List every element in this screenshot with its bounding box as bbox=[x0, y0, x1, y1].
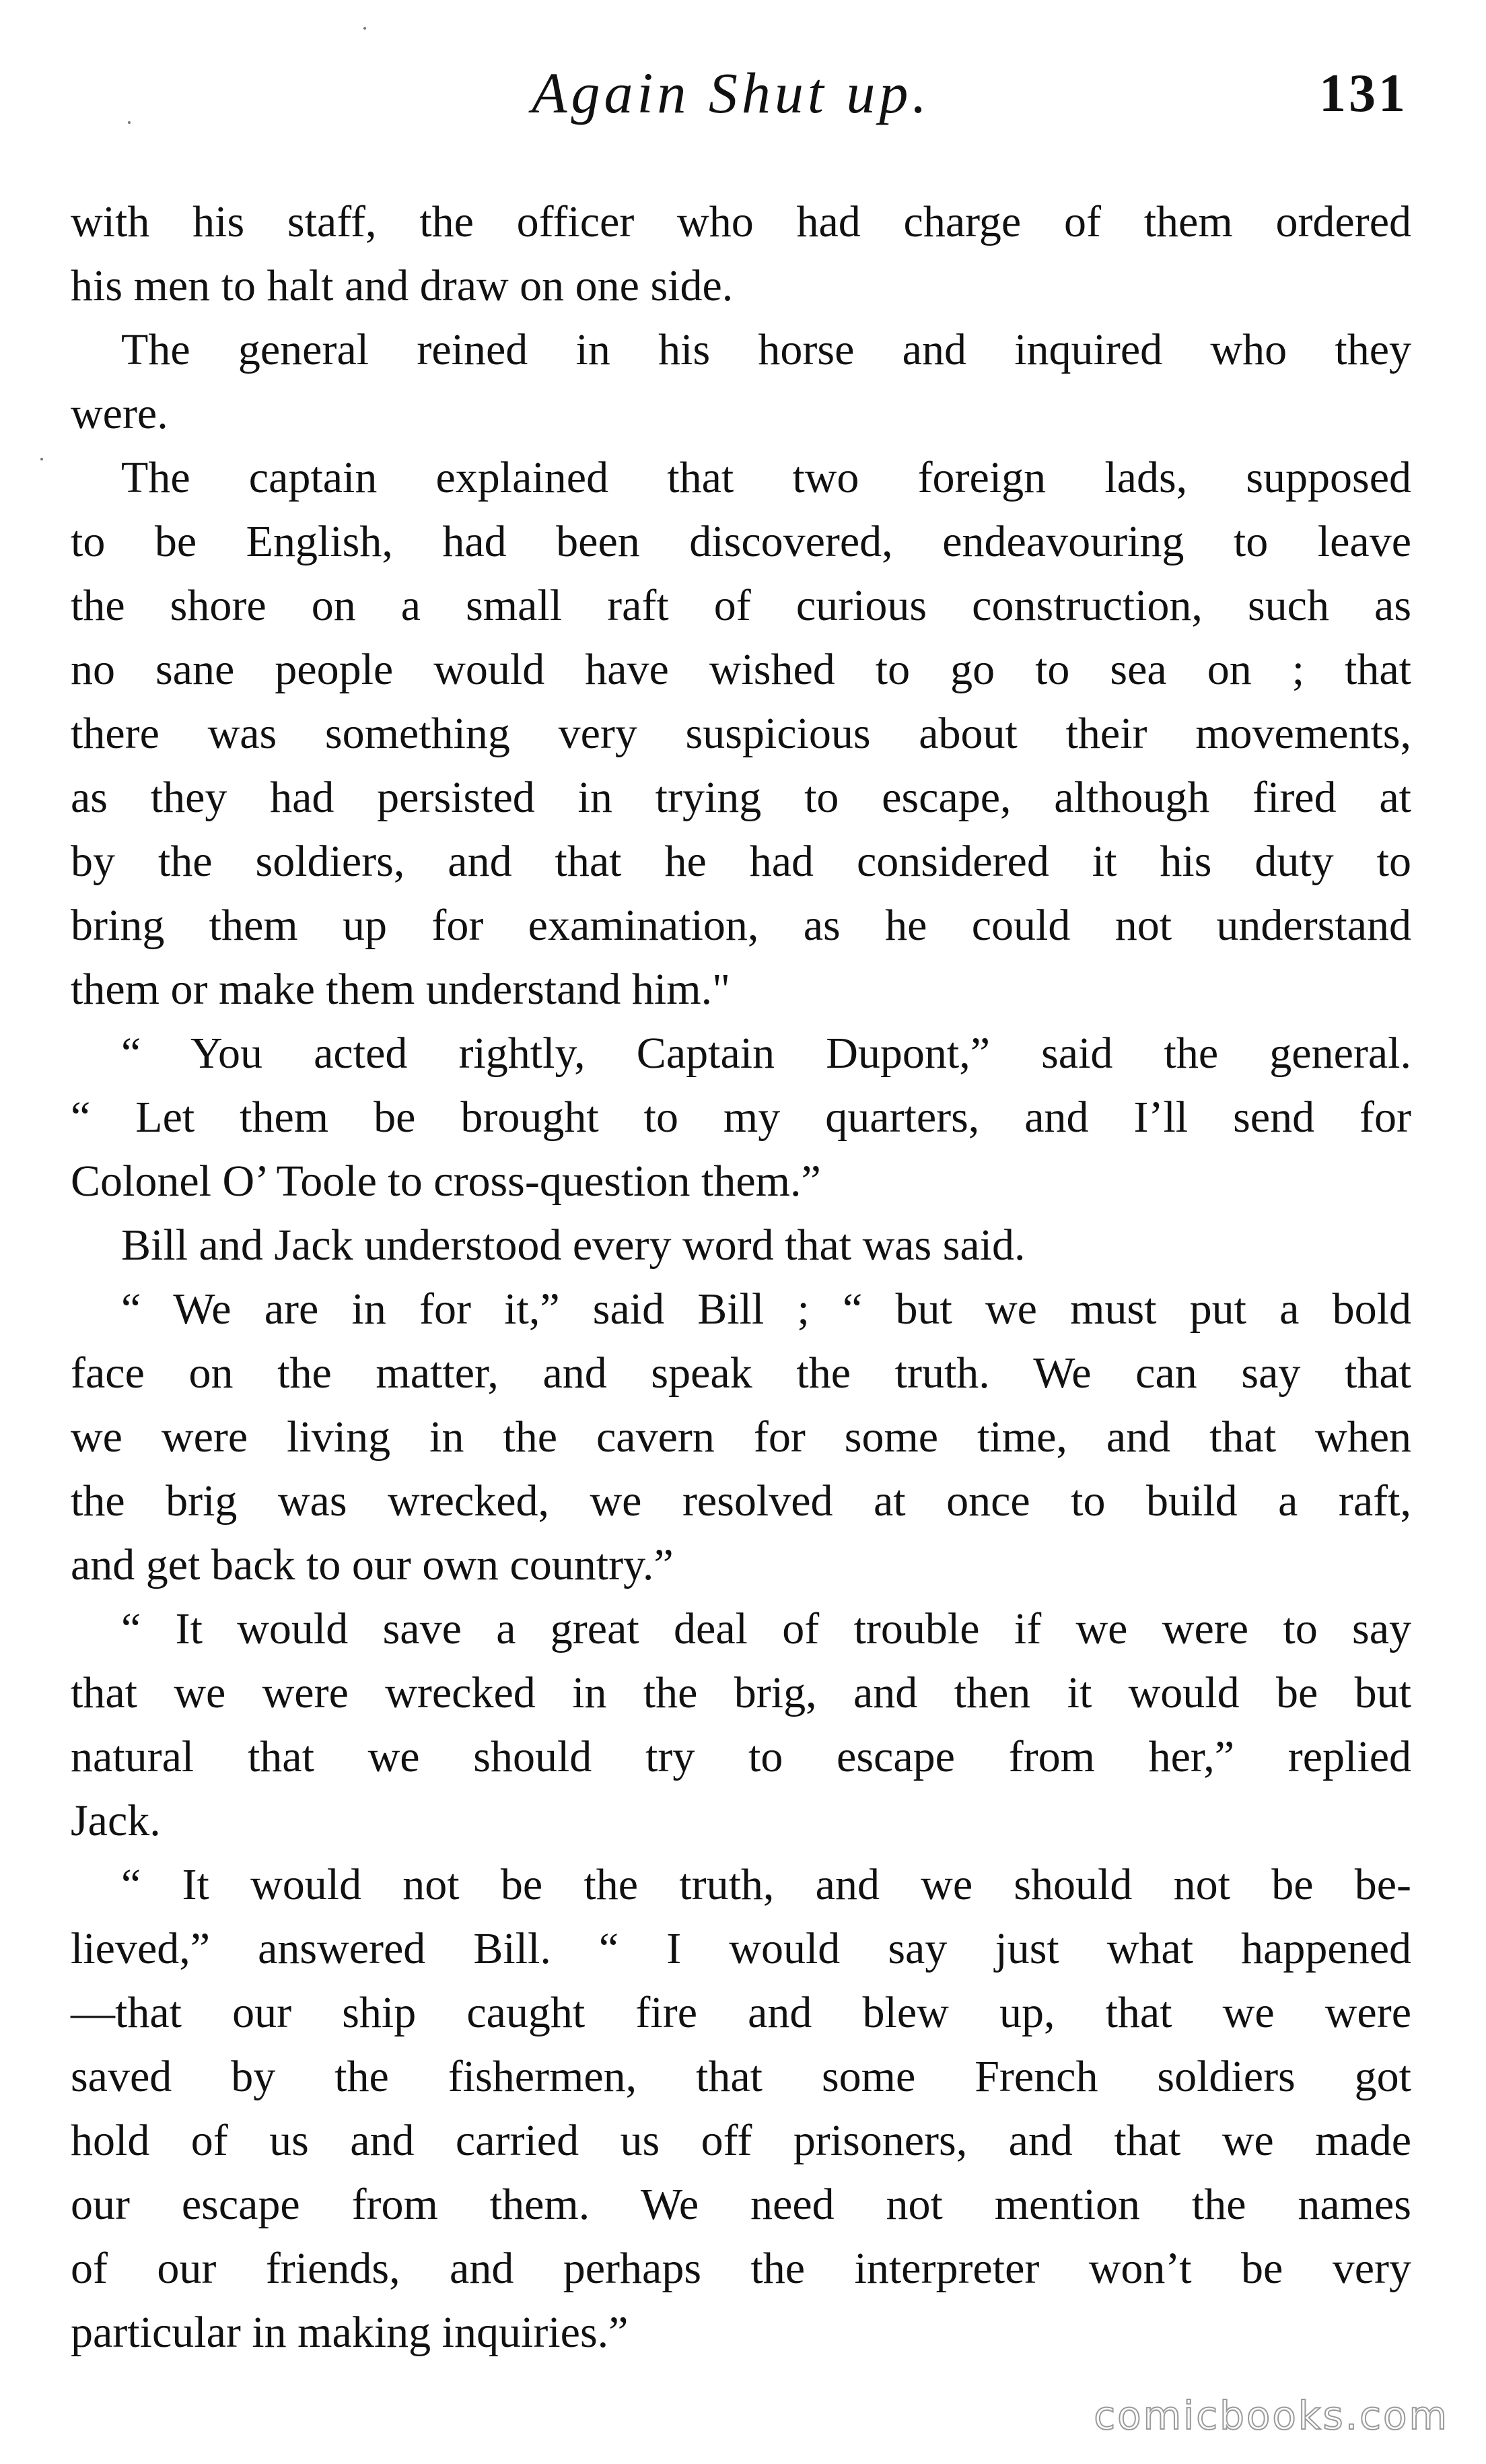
text-line: with his staff, the officer who had charge of them ordered bbox=[71, 197, 1411, 246]
text-line: lieved,” answered Bill. “ I would say just what happened bbox=[71, 1924, 1411, 1973]
text-line: natural that we should try to escape from her,” replied bbox=[71, 1732, 1411, 1781]
running-title: Again Shut up. bbox=[532, 61, 931, 125]
text-line: “ It would save a great deal of trouble if we were to say bbox=[121, 1604, 1411, 1653]
text-line: were. bbox=[71, 389, 168, 438]
text-line: them or make them understand him." bbox=[71, 965, 731, 1014]
text-line: the brig was wrecked, we resolved at once to build a raft, bbox=[71, 1476, 1411, 1526]
text-line: no sane people would have wished to go to sea on ; that bbox=[71, 645, 1411, 694]
text-line: bring them up for examination, as he could not understand bbox=[71, 901, 1411, 950]
text-line: his men to halt and draw on one side. bbox=[71, 261, 734, 310]
text-line: of our friends, and perhaps the interpreter won’t be very bbox=[71, 2244, 1411, 2293]
text-line: as they had persisted in trying to escape, although fired at bbox=[71, 773, 1411, 822]
paper-speck bbox=[40, 458, 43, 460]
text-line: by the soldiers, and that he had considered it his duty to bbox=[71, 837, 1411, 886]
text-line: hold of us and carried us off prisoners, and that we made bbox=[71, 2116, 1411, 2165]
paper-speck bbox=[128, 121, 131, 124]
text-line: Bill and Jack understood every word that was said. bbox=[121, 1221, 1026, 1270]
text-line: Colonel O’ Toole to cross-question them.” bbox=[71, 1157, 821, 1206]
text-line: we were living in the cavern for some time, and that when bbox=[71, 1412, 1411, 1462]
body-text bbox=[71, 190, 1411, 2364]
text-line: to be English, had been discovered, endeavouring to leave bbox=[71, 517, 1411, 566]
text-line: and get back to our own country.” bbox=[71, 1540, 674, 1589]
text-line: our escape from them. We need not mention the names bbox=[71, 2180, 1411, 2229]
running-head bbox=[0, 59, 1486, 140]
text-line: —that our ship caught fire and blew up, that we were bbox=[71, 1988, 1411, 2037]
paper-speck bbox=[363, 27, 366, 30]
watermark-logo: comicbooks.com bbox=[1094, 2393, 1449, 2438]
text-line: particular in making inquiries.” bbox=[71, 2308, 629, 2357]
text-line: “ We are in for it,” said Bill ; “ but we must put a bold bbox=[121, 1285, 1411, 1334]
text-line: the shore on a small raft of curious construction, such as bbox=[71, 581, 1411, 630]
page-number: 131 bbox=[1319, 64, 1408, 123]
text-line: “ You acted rightly, Captain Dupont,” said the general. bbox=[121, 1029, 1411, 1078]
text-line: The general reined in his horse and inquired who they bbox=[121, 325, 1411, 374]
text-line: saved by the fishermen, that some French soldiers got bbox=[71, 2052, 1411, 2101]
text-line: there was something very suspicious about their movements, bbox=[71, 709, 1411, 758]
text-line: “ It would not be the truth, and we should not be be- bbox=[121, 1860, 1411, 1909]
text-line: The captain explained that two foreign lads, supposed bbox=[121, 453, 1411, 502]
text-line: Jack. bbox=[71, 1796, 161, 1845]
text-line: that we were wrecked in the brig, and then it would be but bbox=[71, 1668, 1411, 1717]
text-line: face on the matter, and speak the truth. We can say that bbox=[71, 1348, 1411, 1398]
text-line: “ Let them be brought to my quarters, and I’ll send for bbox=[71, 1093, 1411, 1142]
